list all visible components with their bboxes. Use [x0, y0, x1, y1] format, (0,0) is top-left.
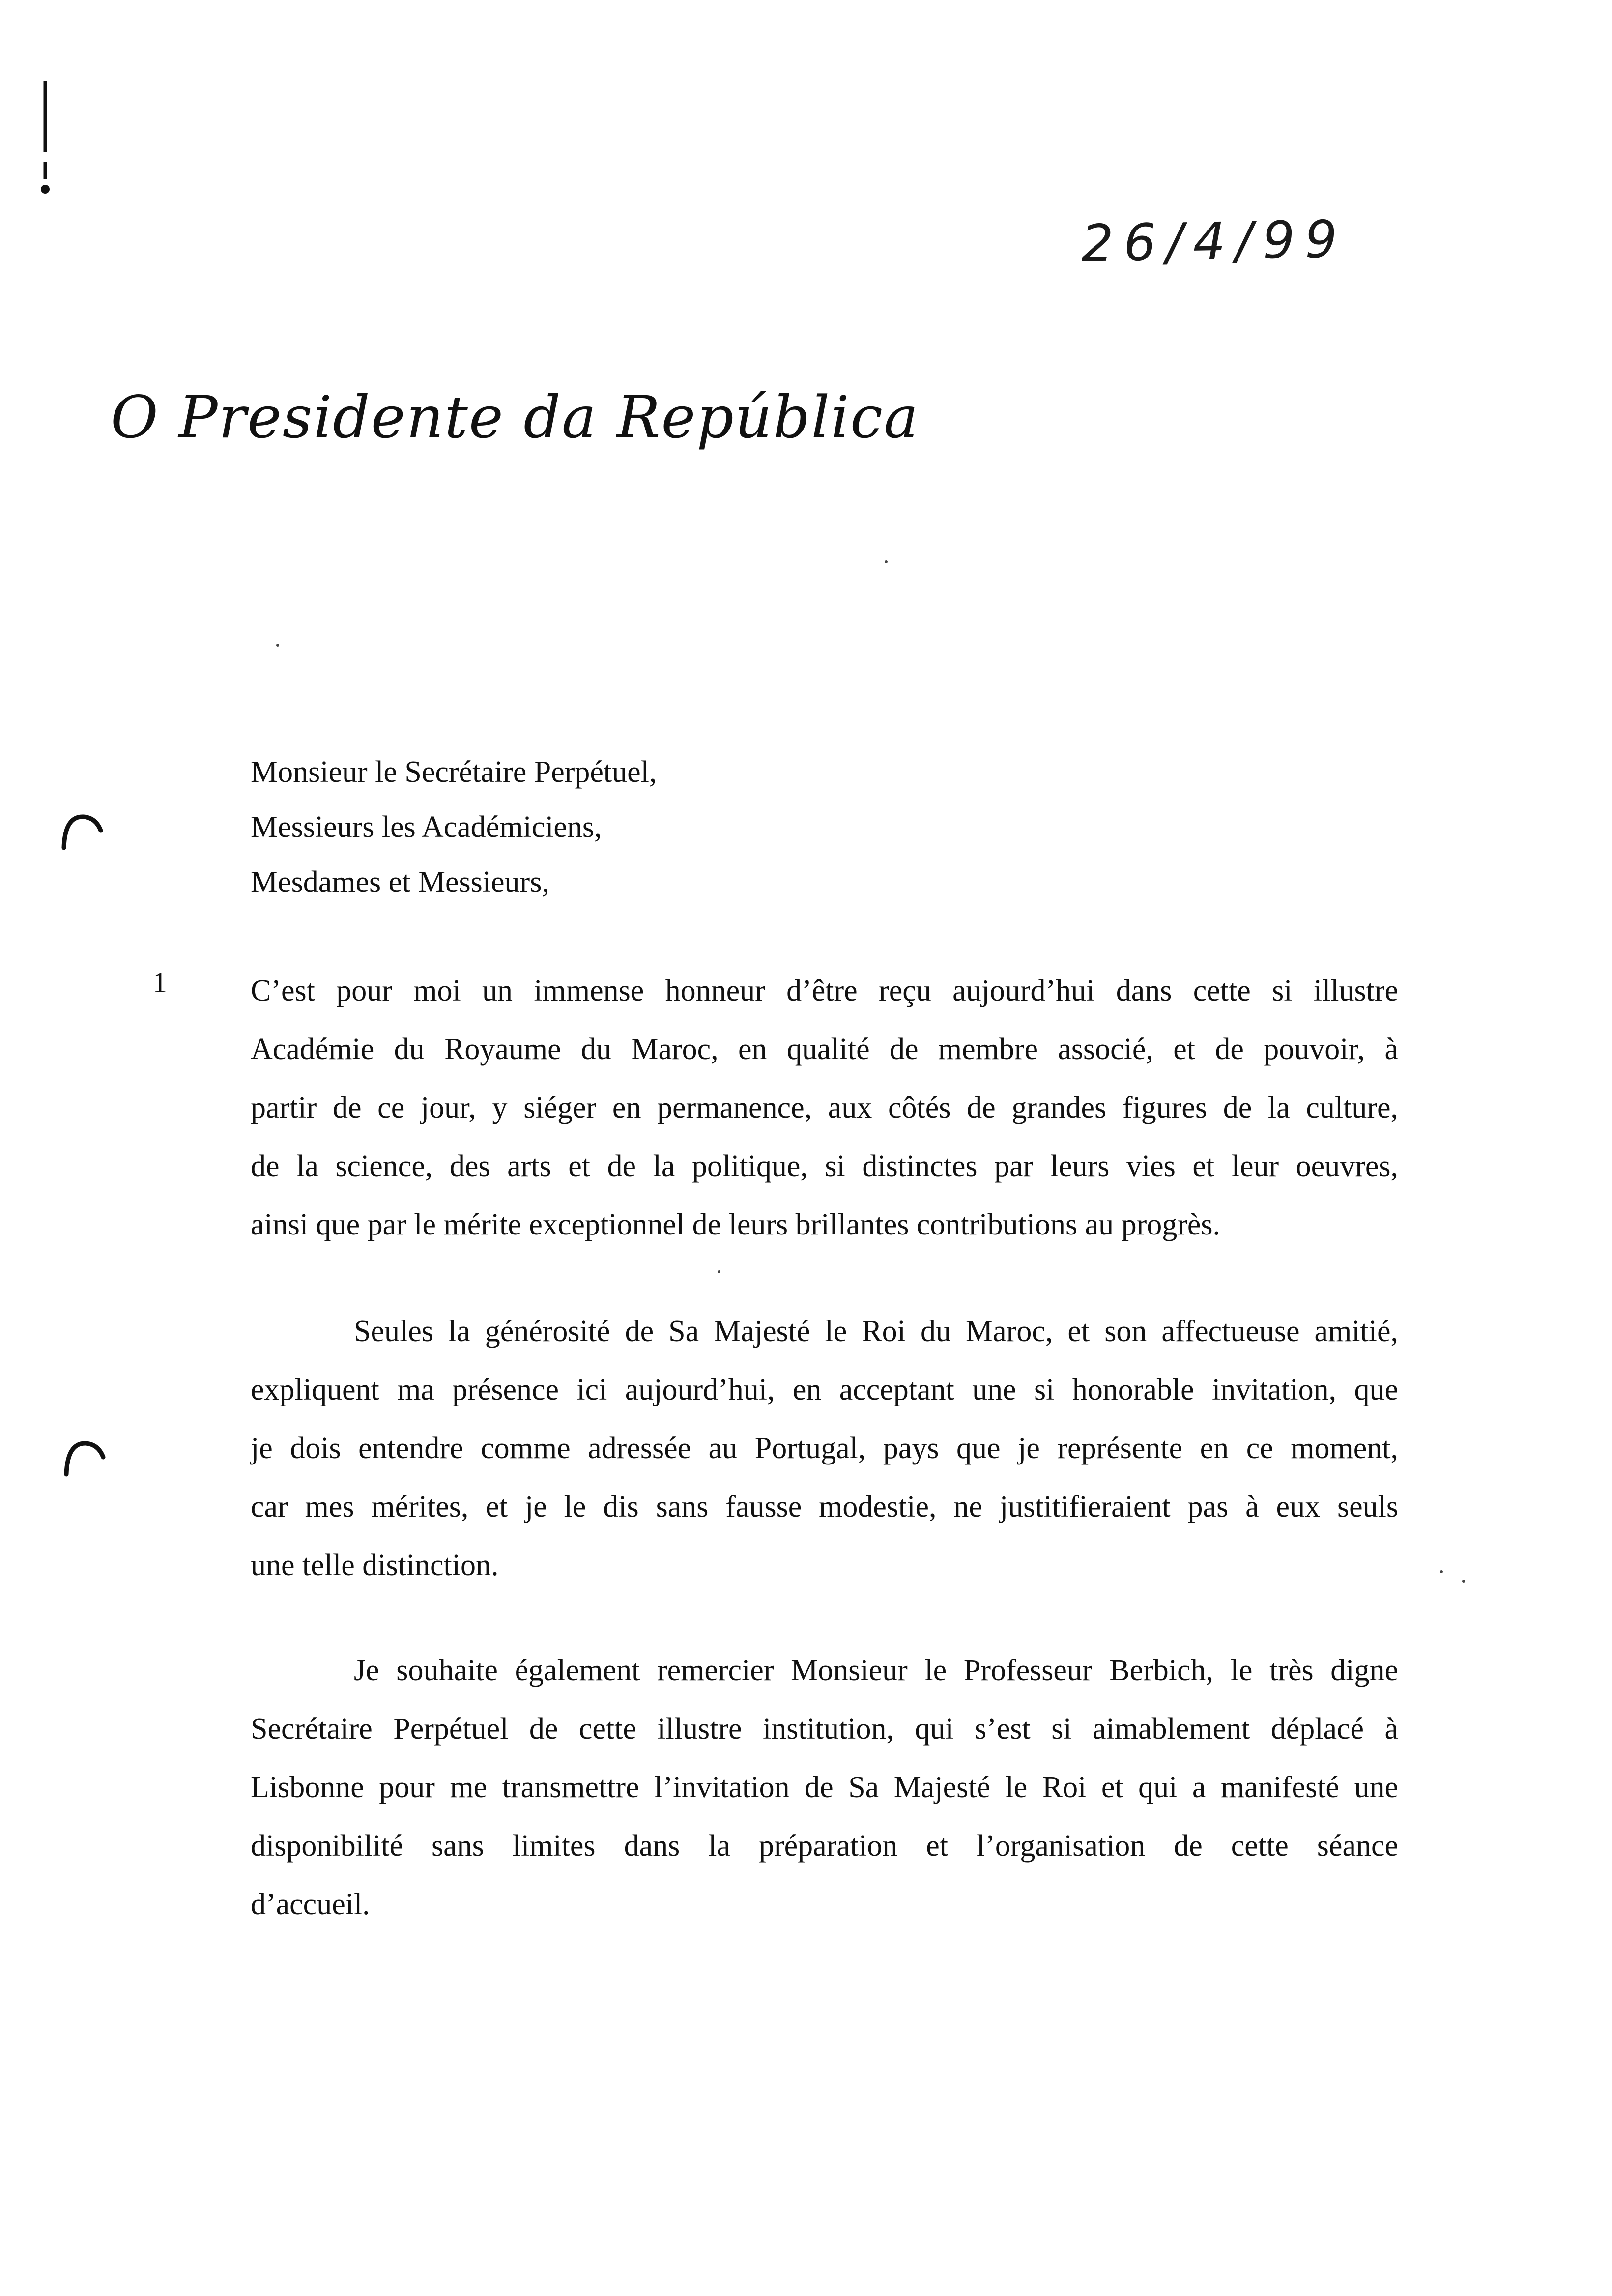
paragraph-line: une telle distinction. — [251, 1549, 499, 1582]
paragraph-line: ainsi que par le mérite exceptionnel de leurs brillantes contributions au progrès. — [251, 1208, 1221, 1241]
bracket-mark-icon — [59, 811, 103, 850]
paragraph-line: expliquent ma présence ici aujourd’hui, en acceptant une si honorable invitation, que — [251, 1373, 1398, 1406]
salutation-line: Mesdames et Messieurs, — [251, 865, 549, 899]
paragraph-line: Lisbonne pour me transmettre l’invitation de Sa Majesté le Roi et qui a manifesté une — [251, 1771, 1398, 1804]
paragraph-line: d’accueil. — [251, 1888, 370, 1921]
paragraph — [251, 1641, 1398, 1934]
paragraph-line: Académie du Royaume du Maroc, en qualité de membre associé, et de pouvoir, à — [251, 1033, 1398, 1066]
paragraph-line: de la science, des arts et de la politique, si distinctes par leurs vies et leur oeuvres, — [251, 1149, 1398, 1183]
scan-speck — [718, 1270, 720, 1273]
paragraph-line: Secrétaire Perpétuel de cette illustre institution, qui s’est si aimablement déplacé à — [251, 1712, 1398, 1746]
paragraph-line: car mes mérites, et je le dis sans fausse modestie, ne justitifieraient pas à eux seuls — [251, 1490, 1398, 1523]
paragraph-number: 1 — [152, 966, 167, 999]
salutation-line: Messieurs les Académiciens, — [251, 810, 602, 844]
paragraph-line: je dois entendre comme adressée au Portugal, pays que je représente en ce moment, — [251, 1432, 1398, 1465]
scan-speck — [1440, 1570, 1443, 1573]
paragraph — [251, 1302, 1398, 1595]
handwritten-date: 26/4/99 — [1080, 209, 1348, 274]
salutation — [251, 745, 657, 910]
letterhead: O Presidente da República — [111, 383, 920, 451]
paragraph — [251, 962, 1398, 1254]
salutation-line: Monsieur le Secrétaire Perpétuel, — [251, 755, 657, 789]
scan-speck — [1462, 1580, 1465, 1583]
paragraph-line: Seules la générosité de Sa Majesté le Roi du Maroc, et son affectueuse amitié, — [354, 1315, 1398, 1348]
paragraph-line: C’est pour moi un immense honneur d’être reçu aujourd’hui dans cette si illustre — [251, 974, 1398, 1007]
paragraph-line: disponibilité sans limites dans la préparation et l’organisation de cette séance — [251, 1829, 1398, 1863]
margin-mark-icon — [35, 79, 55, 197]
paragraph-line: Je souhaite également remercier Monsieur le Professeur Berbich, le très digne — [354, 1654, 1398, 1687]
scan-speck — [276, 644, 279, 647]
scan-speck — [885, 560, 888, 563]
bracket-mark-icon — [61, 1437, 106, 1477]
paragraph-line: partir de ce jour, y siéger en permanence, aux côtés de grandes figures de la culture, — [251, 1091, 1398, 1124]
